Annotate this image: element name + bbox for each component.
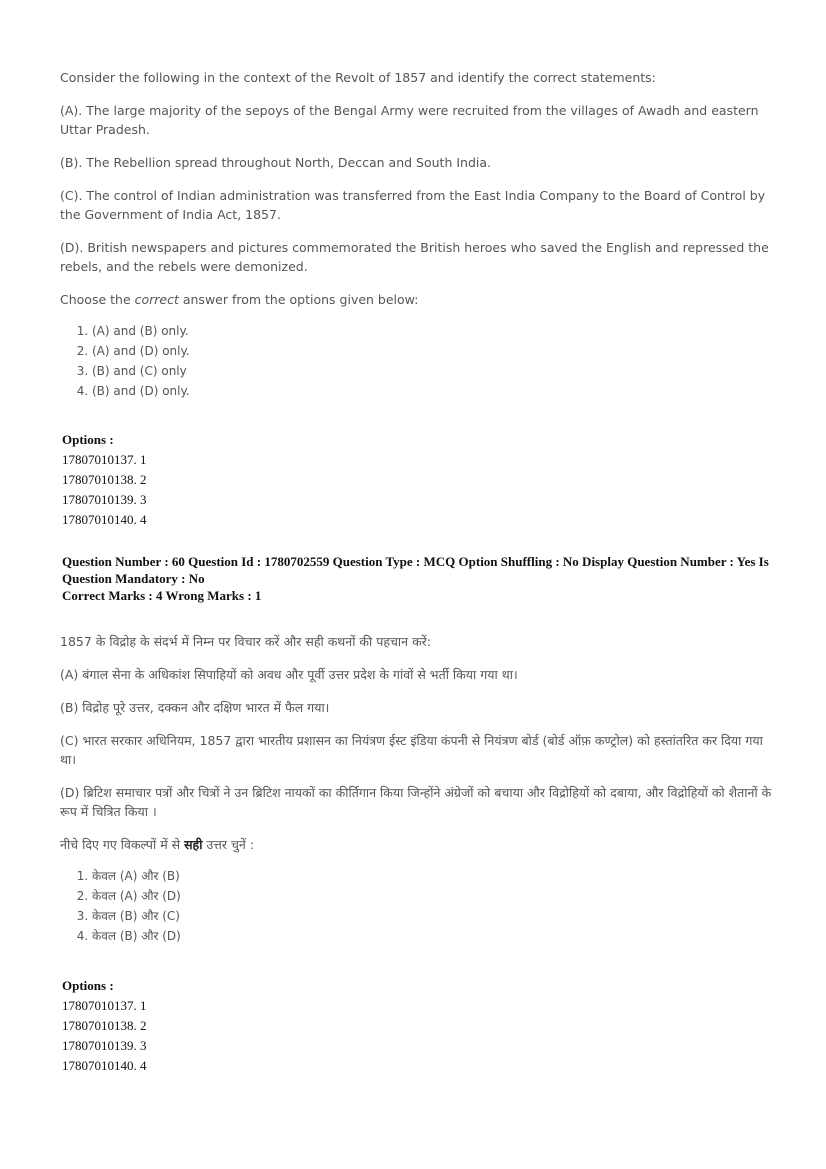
choose-instruction: Choose the correct answer from the options given below: — [60, 292, 419, 307]
option-id: 17807010137. 1 — [62, 998, 147, 1013]
option-id: 17807010139. 3 — [62, 1038, 147, 1053]
statement-d: (D). British newspapers and pictures commemorated the British heroes who saved the English and repressed the rebels, and the rebels were demonized. — [60, 240, 769, 274]
statement-b: (B) विद्रोह पूरे उत्तर, दक्कन और दक्षिण भारत में फैल गया। — [60, 700, 330, 715]
answer-choice: 4. (B) and (D) only. — [92, 381, 780, 401]
answer-choice: 1. (A) and (B) only. — [92, 321, 780, 341]
option-id: 17807010139. 3 — [62, 492, 147, 507]
answer-choice: 3. केवल (B) और (C) — [92, 906, 780, 926]
answer-choice: 1. केवल (A) और (B) — [92, 866, 780, 886]
options-list-2 — [62, 976, 147, 1076]
option-id: 17807010140. 4 — [62, 512, 147, 527]
answer-choice: 2. (A) and (D) only. — [92, 341, 780, 361]
question-meta — [62, 553, 792, 604]
statement-a: (A). The large majority of the sepoys of the Bengal Army were recruited from the villages of Awadh and eastern Uttar Pradesh. — [60, 103, 759, 137]
options-heading: Options : — [62, 978, 114, 993]
question-meta-line: Question Number : 60 Question Id : 1780702559 Question Type : MCQ Option Shuffling : No Display Question Number : Yes Is Question Mandatory : No — [62, 554, 769, 586]
answer-choice: 4. केवल (B) और (D) — [92, 926, 780, 946]
question-1-content — [60, 68, 780, 401]
marks-line: Correct Marks : 4 Wrong Marks : 1 — [62, 588, 262, 603]
answer-choice: 2. केवल (A) और (D) — [92, 886, 780, 906]
statement-b: (B). The Rebellion spread throughout North, Deccan and South India. — [60, 155, 491, 170]
option-id: 17807010140. 4 — [62, 1058, 147, 1073]
answer-choices — [60, 866, 780, 946]
statement-d: (D) ब्रिटिश समाचार पत्रों और चित्रों ने उन ब्रिटिश नायकों का कीर्तिगान किया जिन्होंने अंग्रेजों को बचाया और विद्रोहियों को दबाया, और विद्रोहियों को शैतानों के रूप में चित्रित किया । — [60, 785, 772, 819]
statement-a: (A) बंगाल सेना के अधिकांश सिपाहियों को अवध और पूर्वी उत्तर प्रदेश के गांवों से भर्ती किया गया था। — [60, 667, 518, 682]
question-2-stem: 1857 के विद्रोह के संदर्भ में निम्न पर विचार करें और सही कथनों की पहचान करें: — [60, 634, 431, 649]
statement-c: (C) भारत सरकार अधिनियम, 1857 द्वारा भारतीय प्रशासन का नियंत्रण ईस्ट इंडिया कंपनी से नियंत्रण बोर्ड (बोर्ड ऑफ़ कण्ट्रोल) को हस्तांतरित कर दिया गया था। — [60, 733, 763, 767]
choose-instruction: नीचे दिए गए विकल्पों में से सही उत्तर चुनें : — [60, 837, 255, 852]
option-id: 17807010138. 2 — [62, 472, 147, 487]
option-id: 17807010138. 2 — [62, 1018, 147, 1033]
answer-choice: 3. (B) and (C) only — [92, 361, 780, 381]
question-2-content — [60, 632, 780, 946]
option-id: 17807010137. 1 — [62, 452, 147, 467]
question-1-stem: Consider the following in the context of the Revolt of 1857 and identify the correct statements: — [60, 70, 656, 85]
statement-c: (C). The control of Indian administration was transferred from the East India Company to the Board of Control by the Government of India Act, 1857. — [60, 188, 766, 222]
options-list-1 — [62, 430, 147, 530]
options-heading: Options : — [62, 432, 114, 447]
answer-choices — [60, 321, 780, 401]
